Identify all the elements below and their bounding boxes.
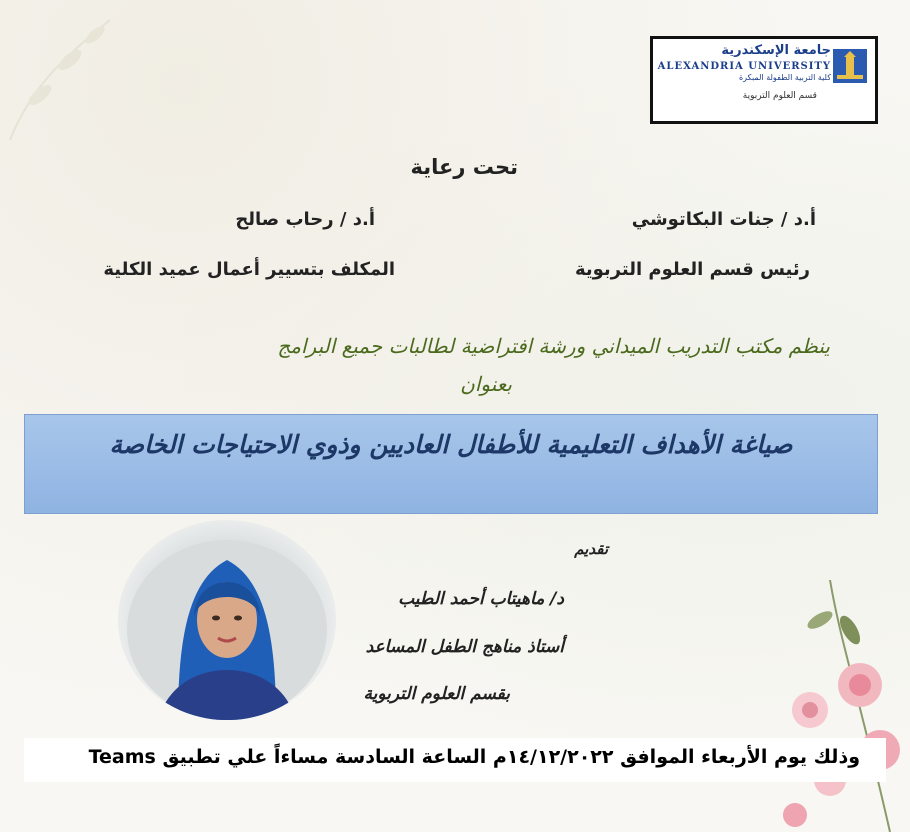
university-logo	[650, 36, 878, 124]
patronage-heading: تحت رعاية	[410, 155, 518, 179]
event-info: وذلك يوم الأربعاء الموافق ١٤/١٢/٢٠٢٢م الساعة السادسة مساءاً علي تطبيق Teams	[88, 746, 860, 768]
patron2-name: أ.د / رحاب صالح	[235, 209, 375, 230]
patron2-title: المكلف بتسيير أعمال عميد الكلية	[103, 259, 395, 280]
decorative-leaves	[0, 0, 130, 150]
logo-english-name: ALEXANDRIA UNIVERSITY	[657, 61, 831, 72]
logo-faculty: كلية التربية الطفولة المبكرة	[738, 73, 831, 82]
event-date-bar	[24, 738, 886, 782]
floral-decoration	[770, 580, 910, 832]
presenter-photo	[118, 520, 336, 720]
entitled-label: بعنوان	[460, 372, 512, 396]
logo-arabic-name: جامعة الإسكندرية	[721, 43, 831, 58]
presenter-name: د/ ماهيتاب أحمد الطيب	[398, 589, 564, 609]
workshop-title: صياغة الأهداف التعليمية للأطفال العاديين وذوي الاحتياجات الخاصة	[109, 430, 793, 459]
logo-department: قسم العلوم التربوية	[742, 91, 817, 101]
presented-by-label: تقديم	[574, 540, 608, 558]
patron1-name: أ.د / جنات البكاتوشي	[631, 209, 816, 230]
workshop-title-banner	[24, 414, 878, 514]
presenter-portrait-icon	[118, 520, 336, 720]
lighthouse-emblem-icon	[831, 47, 869, 85]
patron1-title: رئيس قسم العلوم التربوية	[574, 259, 810, 280]
organizer-line: ينظم مكتب التدريب الميداني ورشة افتراضية لطالبات جميع البرامج	[277, 334, 830, 358]
presenter-department: بقسم العلوم التربوية	[363, 684, 510, 704]
presenter-title: أستاذ مناهج الطفل المساعد	[365, 637, 564, 657]
